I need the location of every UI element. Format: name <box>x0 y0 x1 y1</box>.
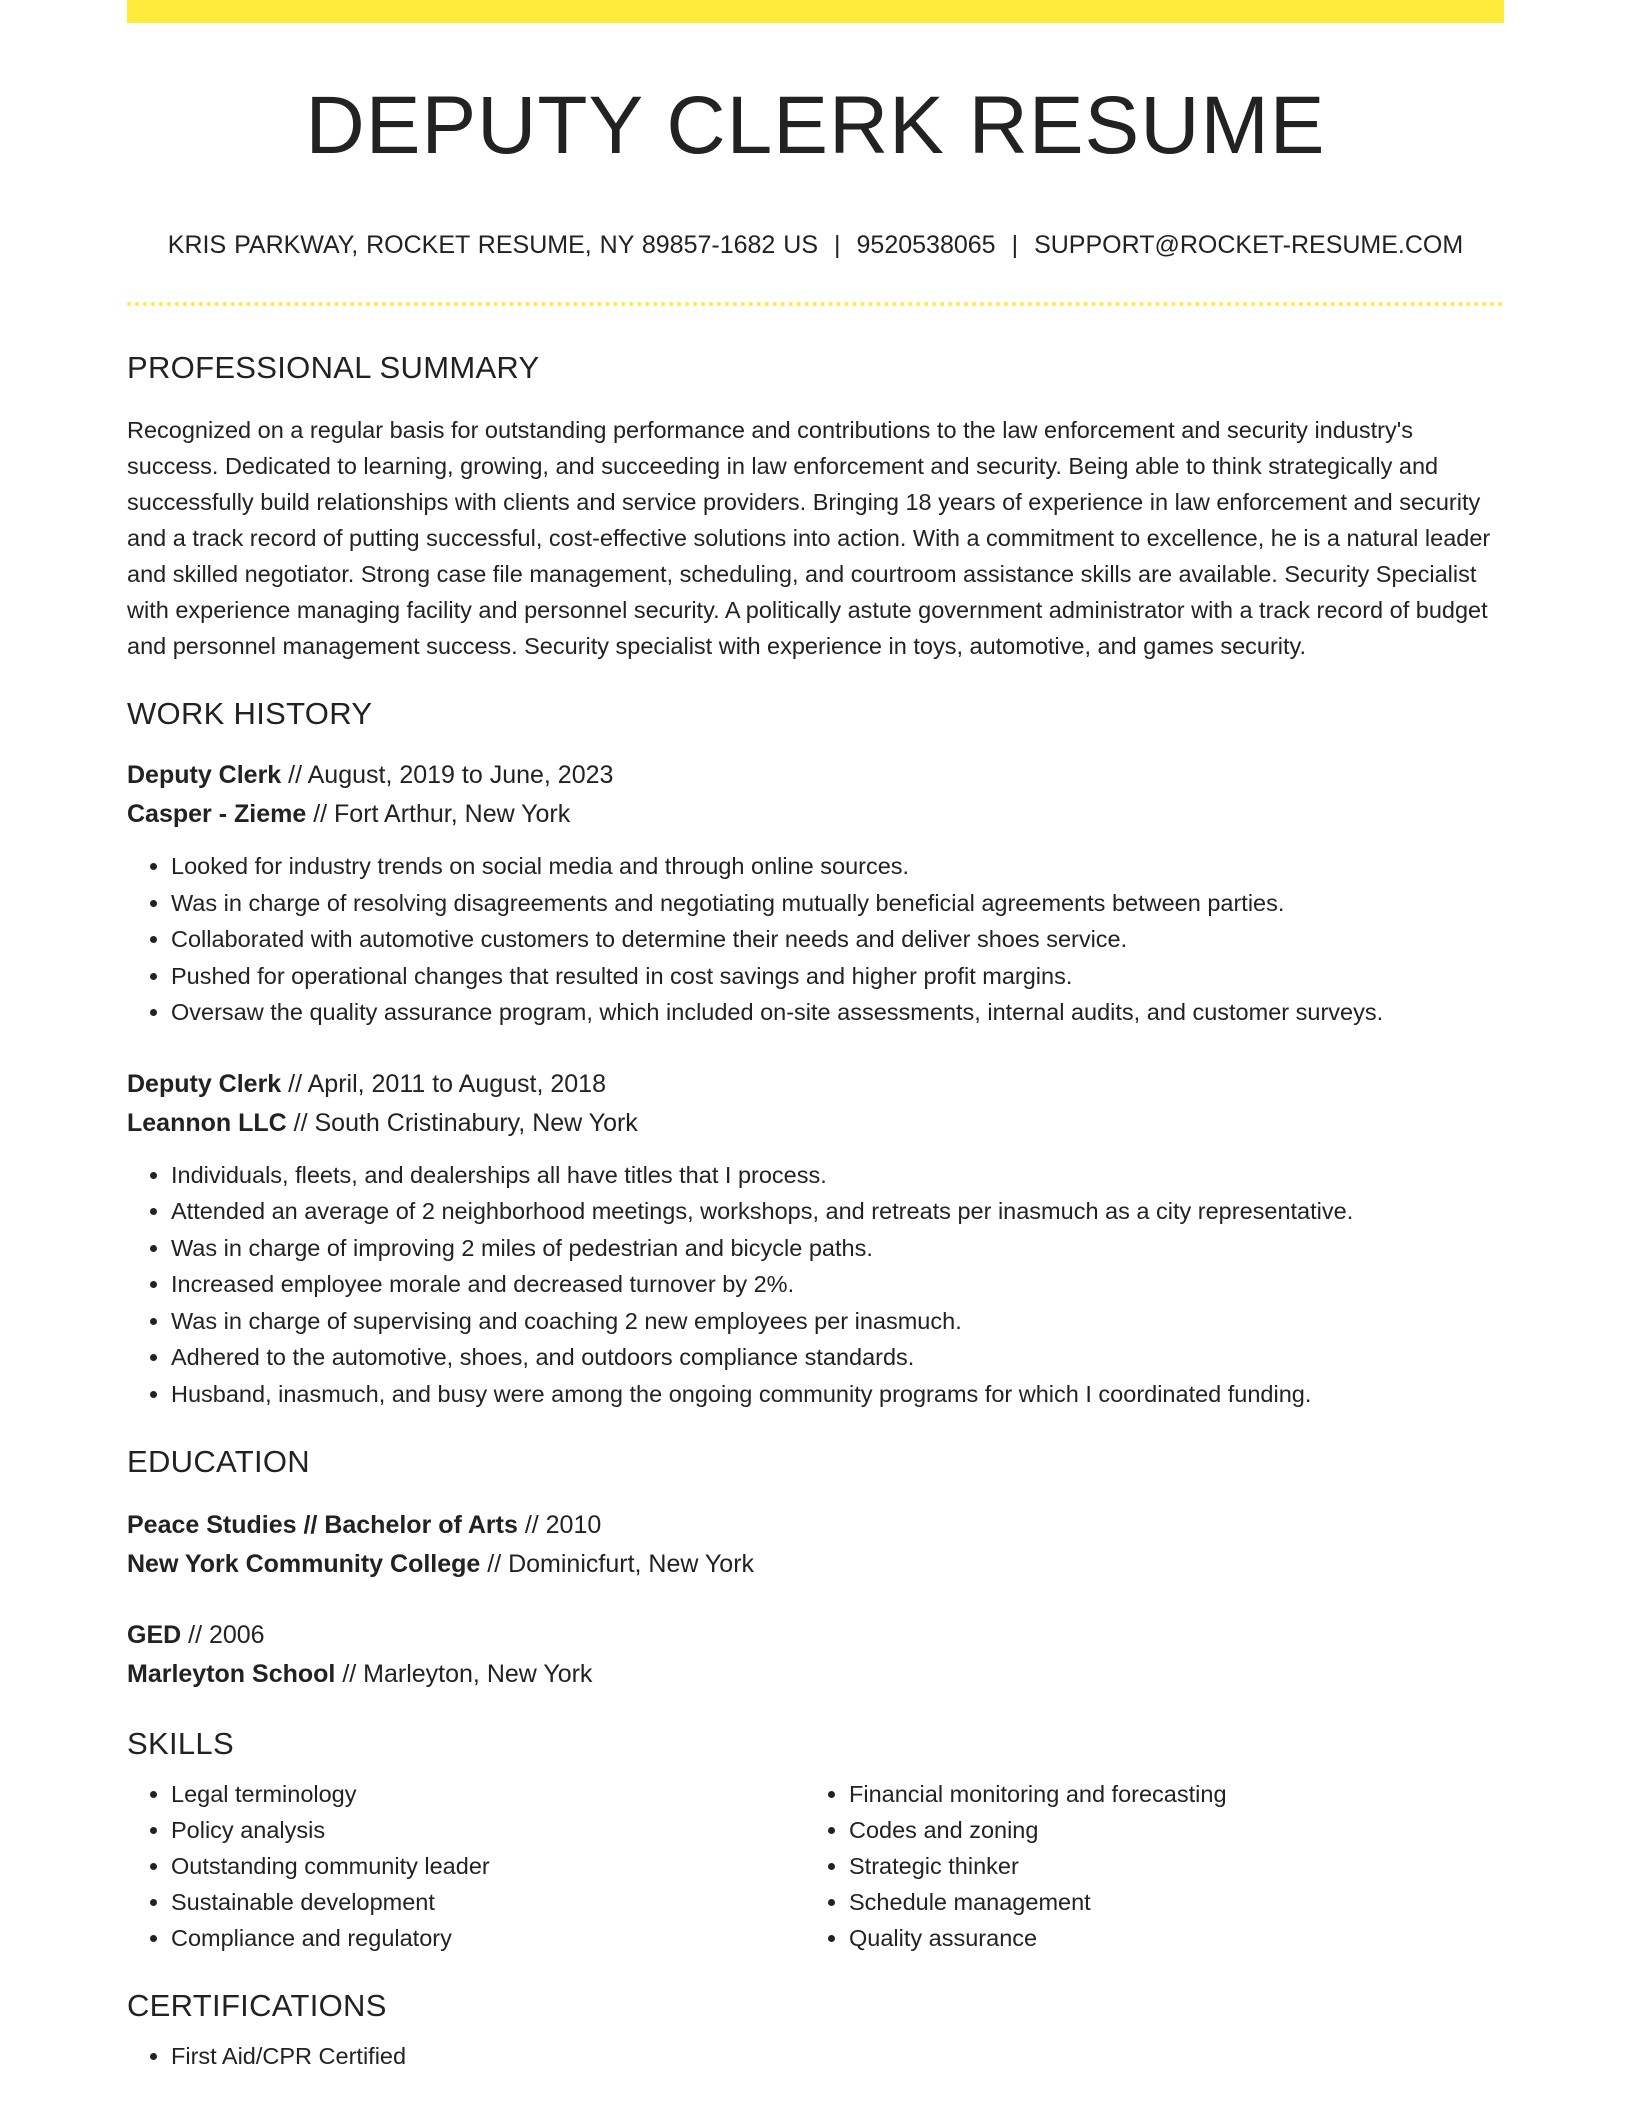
summary-heading: PROFESSIONAL SUMMARY <box>127 350 540 386</box>
list-item: • Attended an average of 2 neighborhood meetings, workshops, and retreats per inasmuch as a city representative. <box>171 1193 1504 1230</box>
list-item: • Adhered to the automotive, shoes, and outdoors compliance standards. <box>171 1339 1504 1376</box>
list-item: • Oversaw the quality assurance program, which included on-site assessments, internal audits, and customer surveys. <box>171 994 1504 1031</box>
job-entry <box>127 756 1504 1031</box>
contact-phone: 9520538065 <box>856 231 996 260</box>
list-item: • Looked for industry trends on social media and through online sources. <box>171 848 1504 885</box>
degree-line <box>127 1506 1504 1545</box>
education-entry <box>127 1506 1504 1584</box>
contact-email: SUPPORT@ROCKET-RESUME.COM <box>1034 231 1464 260</box>
list-item: • Policy analysis <box>171 1812 805 1848</box>
job-title-line <box>127 756 1504 795</box>
list-item: • Collaborated with automotive customers to determine their needs and deliver shoes service. <box>171 921 1504 958</box>
list-item: • Was in charge of supervising and coaching 2 new employees per inasmuch. <box>171 1303 1504 1340</box>
education-heading: EDUCATION <box>127 1444 310 1480</box>
degree-year: // 2010 <box>517 1511 602 1540</box>
school-line <box>127 1545 1504 1584</box>
contact-line <box>127 231 1504 260</box>
skills-left-list <box>127 1776 805 1956</box>
job-company: Leannon LLC <box>127 1108 287 1137</box>
contact-separator: | <box>834 231 841 260</box>
job-title: Deputy Clerk <box>127 761 282 790</box>
list-item: • Was in charge of resolving disagreements and negotiating mutually beneficial agreements between parties. <box>171 885 1504 922</box>
list-item: • Increased employee morale and decreased turnover by 2%. <box>171 1266 1504 1303</box>
top-accent-bar <box>127 0 1504 23</box>
list-item: • Quality assurance <box>849 1920 1483 1956</box>
education-entry <box>127 1616 1504 1694</box>
resume-title: DEPUTY CLERK RESUME <box>305 80 1326 171</box>
school: New York Community College <box>127 1550 481 1579</box>
skills-right-list <box>805 1776 1483 1956</box>
school: Marleyton School <box>127 1660 336 1689</box>
job-title: Deputy Clerk <box>127 1069 282 1098</box>
degree-line <box>127 1616 1504 1655</box>
degree: Peace Studies // Bachelor of Arts <box>127 1511 518 1540</box>
list-item: • First Aid/CPR Certified <box>171 2038 1504 2075</box>
school-location: // Dominicfurt, New York <box>480 1550 755 1579</box>
list-item: • Schedule management <box>849 1884 1483 1920</box>
certifications-list <box>127 2038 1504 2075</box>
list-item: • Sustainable development <box>171 1884 805 1920</box>
contact-address: KRIS PARKWAY, ROCKET RESUME, NY 89857-1682 US <box>167 231 819 260</box>
job-location: // Fort Arthur, New York <box>306 800 571 829</box>
contact-separator: | <box>1011 231 1019 260</box>
job-location: // South Cristinabury, New York <box>286 1108 638 1137</box>
degree-year: // 2006 <box>181 1621 265 1650</box>
summary-text: Recognized on a regular basis for outstanding performance and contributions to the law enforcement and security industry's success. Dedicated to learning, growing, and succeeding in law enforcement and security. Being able to think strategically and successfully build relationships with clients and service providers. Bringing 18 years of experience in law enforcement and security and a track record of putting successful, cost-effective solutions into action. With a commitment to excellence, he is a natural leader and skilled negotiator. Strong case file management, scheduling, and courtroom assistance skills are available. Security Specialist with experience managing facility and personnel security. A politically astute government administrator with a track record of budget and personnel management success. Security specialist with experience in toys, automotive, and games security. <box>127 417 1491 660</box>
dotted-divider <box>127 302 1504 306</box>
job-dates: // August, 2019 to June, 2023 <box>281 761 614 790</box>
work-history-heading: WORK HISTORY <box>127 696 373 732</box>
list-item: • Codes and zoning <box>849 1812 1483 1848</box>
degree: GED <box>127 1621 182 1650</box>
certifications-heading: CERTIFICATIONS <box>127 1988 387 2024</box>
job-company: Casper - Zieme <box>127 800 307 829</box>
list-item: • Legal terminology <box>171 1776 805 1812</box>
job-entry <box>127 1065 1504 1413</box>
skills-columns <box>127 1776 1504 1956</box>
skills-heading: SKILLS <box>127 1726 234 1762</box>
job-bullets <box>127 1157 1504 1413</box>
job-title-line <box>127 1065 1504 1104</box>
list-item: • Strategic thinker <box>849 1848 1483 1884</box>
job-company-line <box>127 795 1504 834</box>
list-item: • Was in charge of improving 2 miles of pedestrian and bicycle paths. <box>171 1230 1504 1267</box>
job-dates: // April, 2011 to August, 2018 <box>281 1069 606 1098</box>
list-item: • Financial monitoring and forecasting <box>849 1776 1483 1812</box>
job-company-line <box>127 1104 1504 1143</box>
school-location: // Marleyton, New York <box>335 1660 593 1689</box>
list-item: • Individuals, fleets, and dealerships all have titles that I process. <box>171 1157 1504 1194</box>
list-item: • Outstanding community leader <box>171 1848 805 1884</box>
resume-page <box>127 0 1504 2075</box>
list-item: • Compliance and regulatory <box>171 1920 805 1956</box>
school-line <box>127 1655 1504 1694</box>
job-bullets <box>127 848 1504 1031</box>
list-item: • Husband, inasmuch, and busy were among the ongoing community programs for which I coordinated funding. <box>171 1376 1504 1413</box>
list-item: • Pushed for operational changes that resulted in cost savings and higher profit margins. <box>171 958 1504 995</box>
